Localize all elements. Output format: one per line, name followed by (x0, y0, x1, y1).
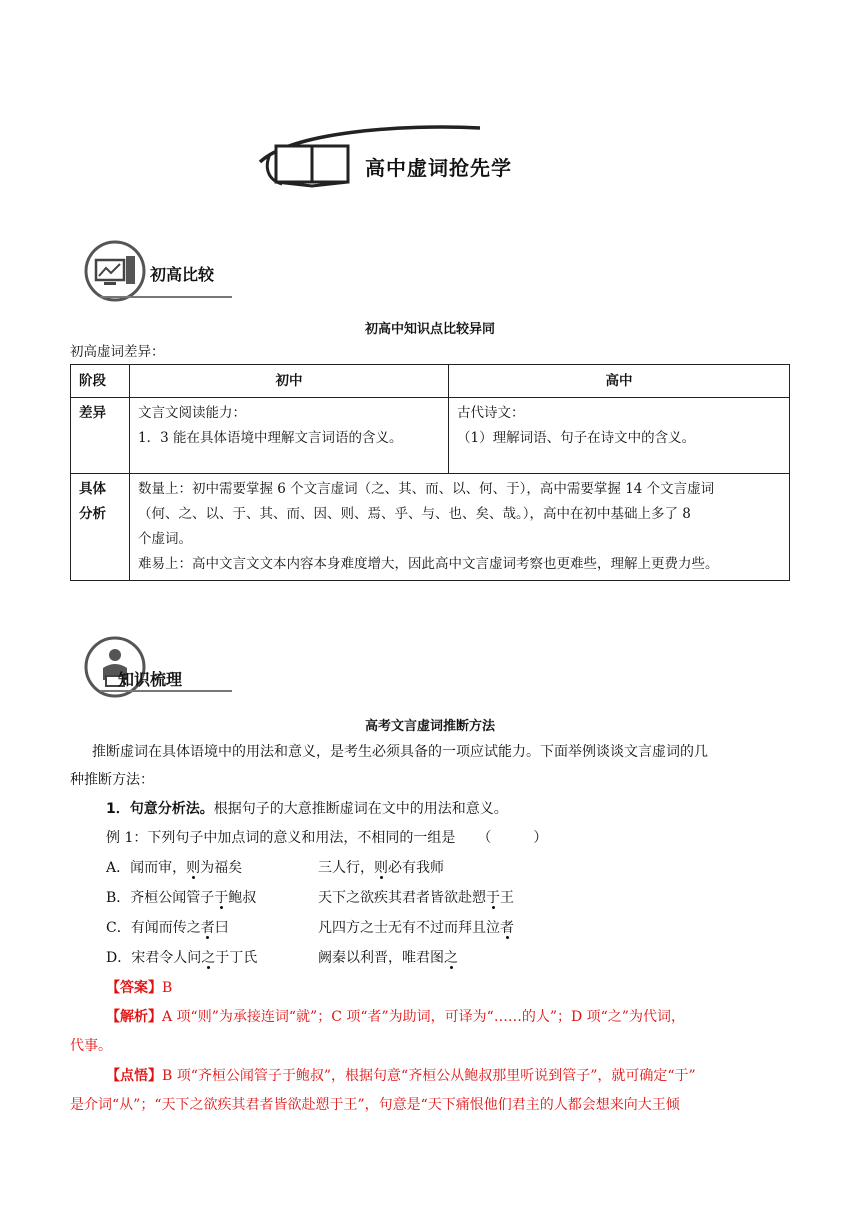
cell-analysis: 数量上：初中需要掌握 6 个文言虚词（之、其、而、以、何、于），高中需要掌握 14 个文言虚词 （何、之、以、于、其、而、因、则、焉、乎、与、也、矣、哉。），高中在初中基础上多了 8 个虚词。 难易上：高中文言文文本内容本身难度增大，因此高中文言虚词考察也更难些，理解上更费力些。 (130, 474, 790, 581)
comparison-table (70, 364, 790, 581)
answer-line: 【答案】B (106, 980, 173, 996)
col-junior: 初中 (130, 365, 449, 398)
option-b: B．齐桓公闻管子于鲍叔 天下之欲疾其君者皆欲赴愬于王 (106, 890, 514, 906)
junior-line1: 文言文阅读能力： (138, 405, 246, 421)
page-title: 高中虚词抢先学 (365, 156, 512, 180)
monitor-chart-icon (84, 240, 146, 302)
section-underline (100, 296, 232, 298)
para1-line2: 种推断方法： (70, 772, 154, 788)
method-title: 高考文言虚词推断方法 (364, 719, 495, 734)
section-label-comparison: 初高比较 (150, 265, 215, 284)
section-underline (100, 690, 232, 692)
section-label-knowledge: 知识梳理 (118, 670, 183, 689)
tip-line2: 是介词“从”；“天下之欲疾其君者皆欲赴愬于王”，句意是“天下痛恨他们君主的人都会想来向大王倾 (70, 1097, 680, 1113)
tip-line1: 【点悟】B 项“齐桓公闻管子于鲍叔”，根据句意“齐桓公从鲍叔那里听说到管子”，就可确定“于” (106, 1068, 696, 1084)
col-stage: 阶段 (71, 365, 130, 398)
method1: 1．句意分析法。根据句子的大意推断虚词在文中的用法和意义。 (106, 801, 508, 817)
row-label-difference: 差异 (71, 398, 130, 474)
option-d: D．宋君令人问之于丁氏 阙秦以利晋，唯君图之 (106, 950, 458, 966)
cell-senior (449, 398, 790, 474)
table-row (71, 474, 790, 581)
para1-line1: 推断虚词在具体语境中的用法和意义，是考生必须具备的一项应试能力。下面举例谈谈文言虚词的几 (92, 744, 708, 760)
analysis-line2: 代事。 (70, 1038, 112, 1054)
cell-junior (130, 398, 449, 474)
option-c: C．有闻而传之者曰 凡四方之士无有不过而拜且泣者 (106, 920, 514, 936)
senior-line1: 古代诗文： (457, 405, 525, 421)
table-header-row (71, 365, 790, 398)
table-intro: 初高虚词差异： (70, 344, 165, 360)
junior-line2: 1．3 能在具体语境中理解文言词语的含义。 (138, 430, 403, 446)
senior-line2: （1）理解词语、句子在诗文中的含义。 (457, 430, 696, 446)
option-a: A．闻而审，则为福矣 三人行，则必有我师 (106, 860, 444, 876)
row-label-analysis: 具体 分析 (71, 474, 130, 581)
col-senior: 高中 (449, 365, 790, 398)
analysis-line1: 【解析】A 项“则”为承接连词“就”；C 项“者”为助词，可译为“……的人”；D 项“之”为代词， (106, 1009, 685, 1025)
table-title: 初高中知识点比较异同 (364, 322, 495, 337)
table-row (71, 398, 790, 474)
example-question: 例 1：下列句子中加点词的意义和用法，不相同的一组是 （ ） (106, 830, 548, 846)
